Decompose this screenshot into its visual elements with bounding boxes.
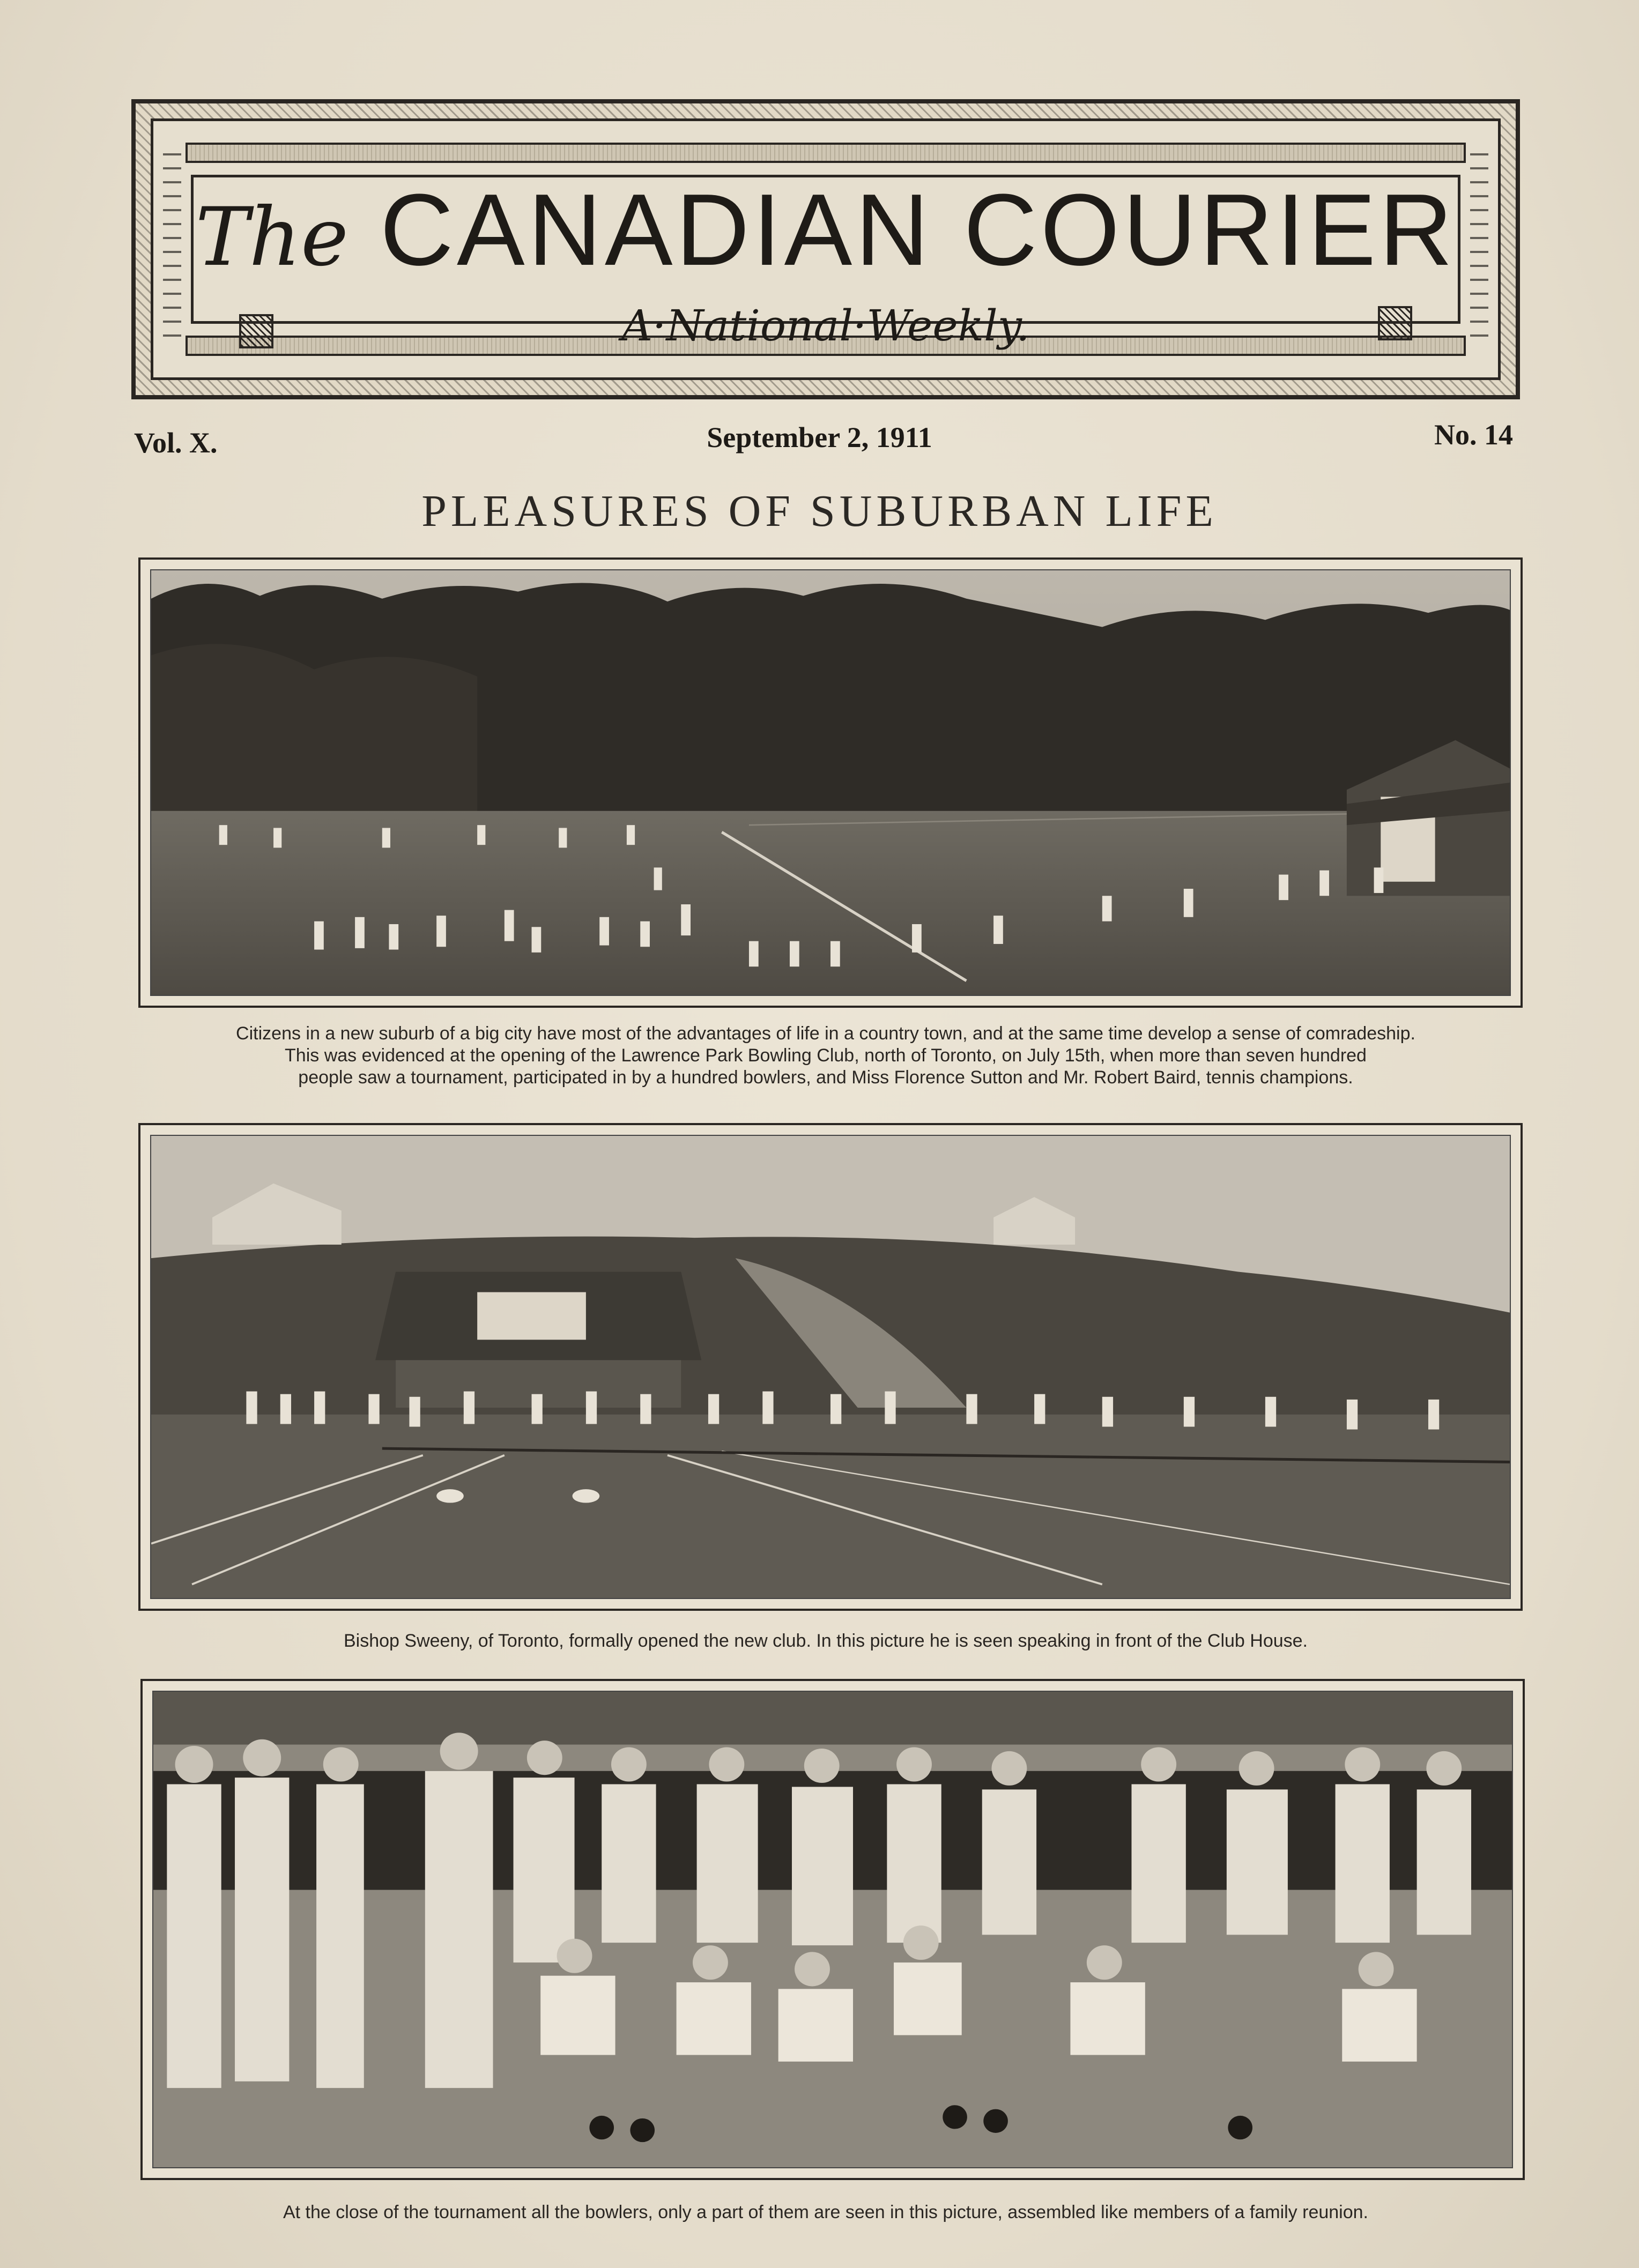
- photo-bowling-green: [150, 569, 1511, 996]
- caption-line: Citizens in a new suburb of a big city have most of the advantages of life in a country town, and at the same time develop a sense of comradeship.: [236, 1023, 1415, 1044]
- masthead-the: The: [195, 191, 348, 284]
- photo-bowlers-group: [152, 1691, 1513, 2168]
- issue-date: September 2, 1911: [707, 421, 932, 453]
- masthead: [131, 99, 1520, 399]
- masthead-title-text: CANADIAN COURIER: [380, 173, 1456, 287]
- issue-number: No. 14: [1434, 419, 1513, 451]
- caption-bowlers-group: At the close of the tournament all the bowlers, only a part of them are seen in this picture, assembled like members of a family reunion.: [283, 2202, 1368, 2222]
- caption-line: This was evidenced at the opening of the Lawrence Park Bowling Club, north of Toronto, on July 15th, when more than seven hundred: [285, 1045, 1367, 1066]
- page-headline: PLEASURES OF SUBURBAN LIFE: [421, 486, 1218, 536]
- photo-frame-club-house: [138, 1123, 1523, 1611]
- caption-club-house: Bishop Sweeny, of Toronto, formally opened the new club. In this picture he is seen speaking in front of the Club House.: [343, 1631, 1308, 1651]
- masthead-border: [151, 118, 1501, 380]
- photo-club-house: [150, 1135, 1511, 1599]
- masthead-subtitle: A·National·Weekly.: [621, 301, 1030, 351]
- masthead-title: [153, 173, 1498, 287]
- masthead-top-bar: [186, 143, 1466, 163]
- photo-frame-bowling-green: [138, 557, 1523, 1008]
- caption-line: people saw a tournament, participated in by a hundred bowlers, and Miss Florence Sutton and Mr. Robert Baird, tennis champions.: [298, 1067, 1353, 1088]
- photo-frame-bowlers-group: [140, 1679, 1525, 2180]
- volume-label: Vol. X.: [134, 427, 218, 459]
- caption-bowling-green: [129, 1023, 1523, 1089]
